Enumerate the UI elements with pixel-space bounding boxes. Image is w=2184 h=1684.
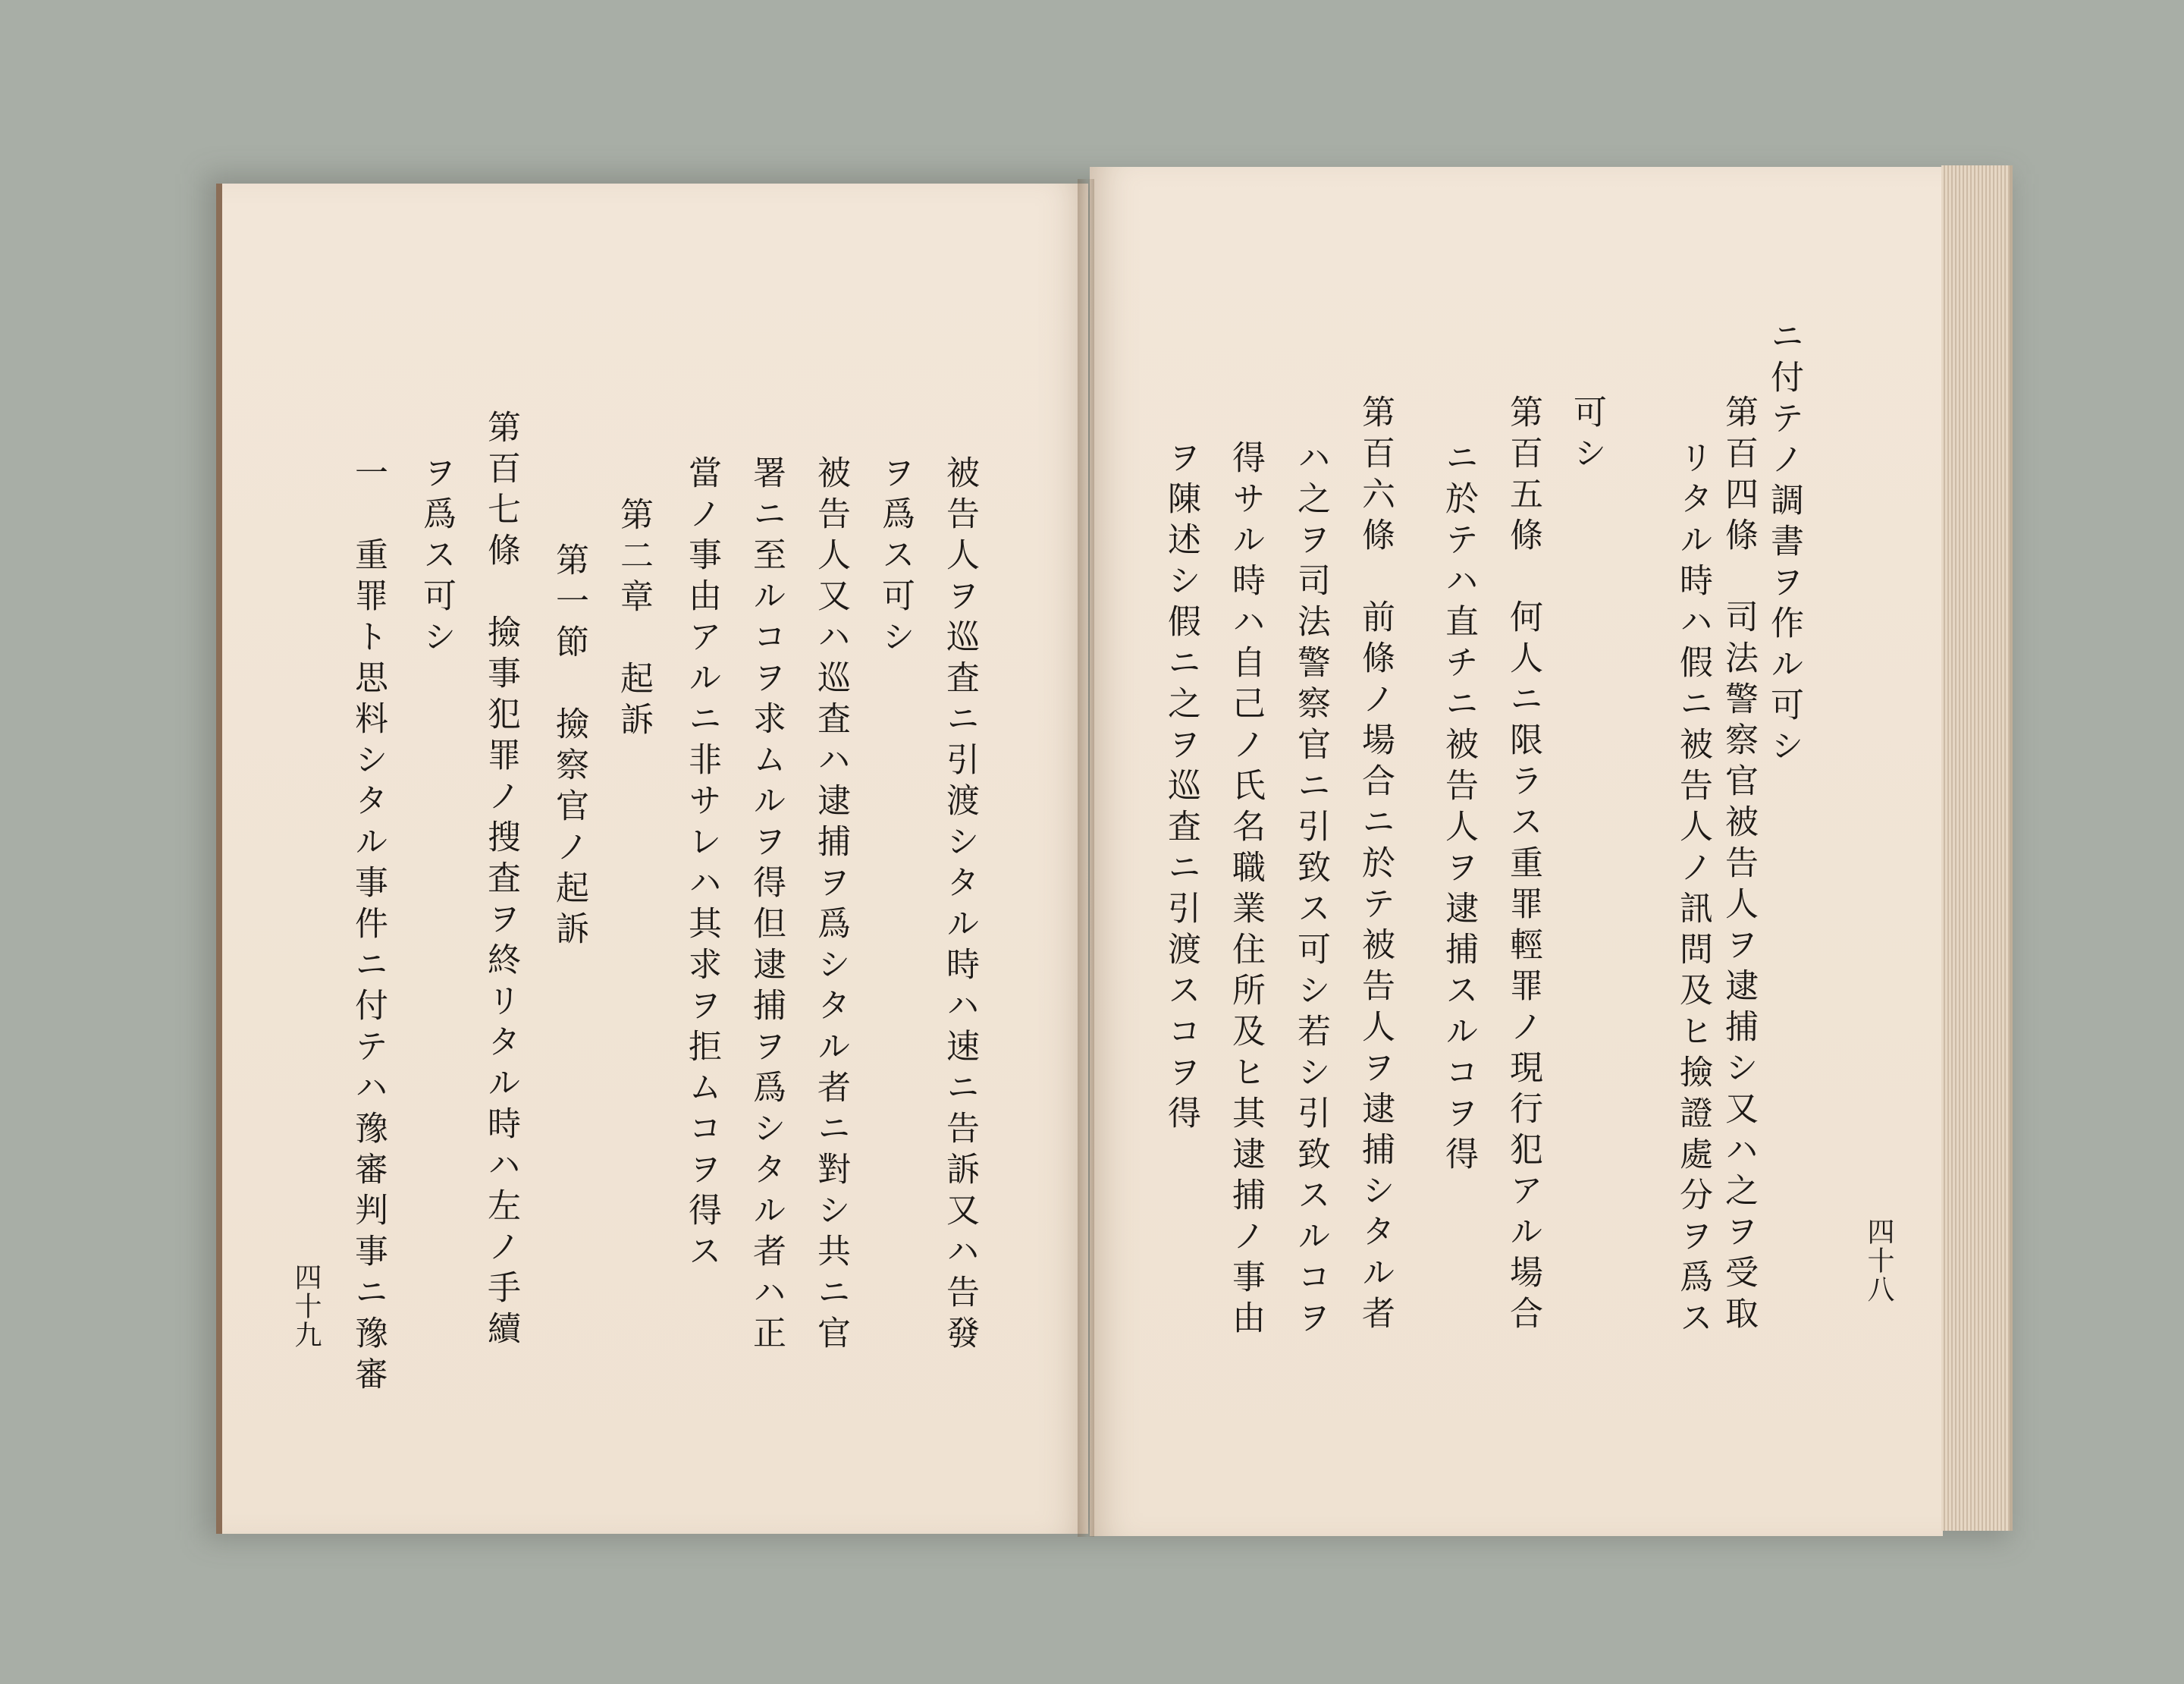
left-line-1: 被告人ヲ巡査ニ引渡シタル時ハ速ニ告訴又ハ告發 <box>940 455 979 1356</box>
right-line-4: 可シ <box>1567 394 1606 476</box>
page-edges <box>1941 165 2013 1531</box>
left-line-3: 被告人又ハ巡査ハ逮捕ヲ爲シタル者ニ對シ共ニ官 <box>811 455 850 1356</box>
left-line-2: ヲ爲ス可シ <box>876 455 915 660</box>
right-line-9: 得サル時ハ自己ノ氏名職業住所及ヒ其逮捕ノ事由 <box>1226 440 1265 1341</box>
right-line-1: ニ付テノ調書ヲ作ル可シ <box>1765 319 1803 769</box>
left-line-6: 第二章 起訴 <box>614 497 653 743</box>
show-through <box>1801 334 1850 375</box>
right-line-3: リタル時ハ假ニ被告人ノ訊問及ヒ撿證處分ヲ爲ス <box>1674 440 1712 1341</box>
right-line-10: ヲ陳述シ假ニ之ヲ巡査ニ引渡スコヲ得 <box>1162 440 1200 1136</box>
left-line-5: 當ノ事由アルニ非サレハ其求ヲ拒ムコヲ得ス <box>682 455 721 1274</box>
right-line-6: ニ於テハ直チニ被告人ヲ逮捕スルコヲ得 <box>1439 440 1478 1177</box>
left-line-8: 第百七條 撿事犯罪ノ搜査ヲ終リタル時ハ左ノ手續 <box>482 410 520 1352</box>
right-line-7: 第百六條 前條ノ場合ニ於テ被告人ヲ逮捕シタル者 <box>1356 394 1395 1337</box>
left-line-4: 署ニ至ルコヲ求ムルヲ得但逮捕ヲ爲シタル者ハ正 <box>747 455 786 1356</box>
book-gutter <box>1078 179 1094 1537</box>
left-page-number: 四十九 <box>290 1263 322 1349</box>
right-line-5: 第百五條 何人ニ限ラス重罪輕罪ノ現行犯アル場合 <box>1504 394 1542 1337</box>
left-line-7: 第一節 撿察官ノ起訴 <box>550 542 588 952</box>
left-line-10: 一 重罪ト思料シタル事件ニ付テハ豫審判事ニ豫審 <box>349 455 388 1397</box>
right-page-number: 四十八 <box>1863 1217 1894 1304</box>
right-line-2: 第百四條 司法警察官被告人ヲ逮捕シ又ハ之ヲ受取 <box>1719 394 1758 1337</box>
right-line-8: ハ之ヲ司法警察官ニ引致ス可シ若シ引致スルコヲ <box>1291 440 1330 1341</box>
left-line-9: ヲ爲ス可シ <box>417 455 456 660</box>
